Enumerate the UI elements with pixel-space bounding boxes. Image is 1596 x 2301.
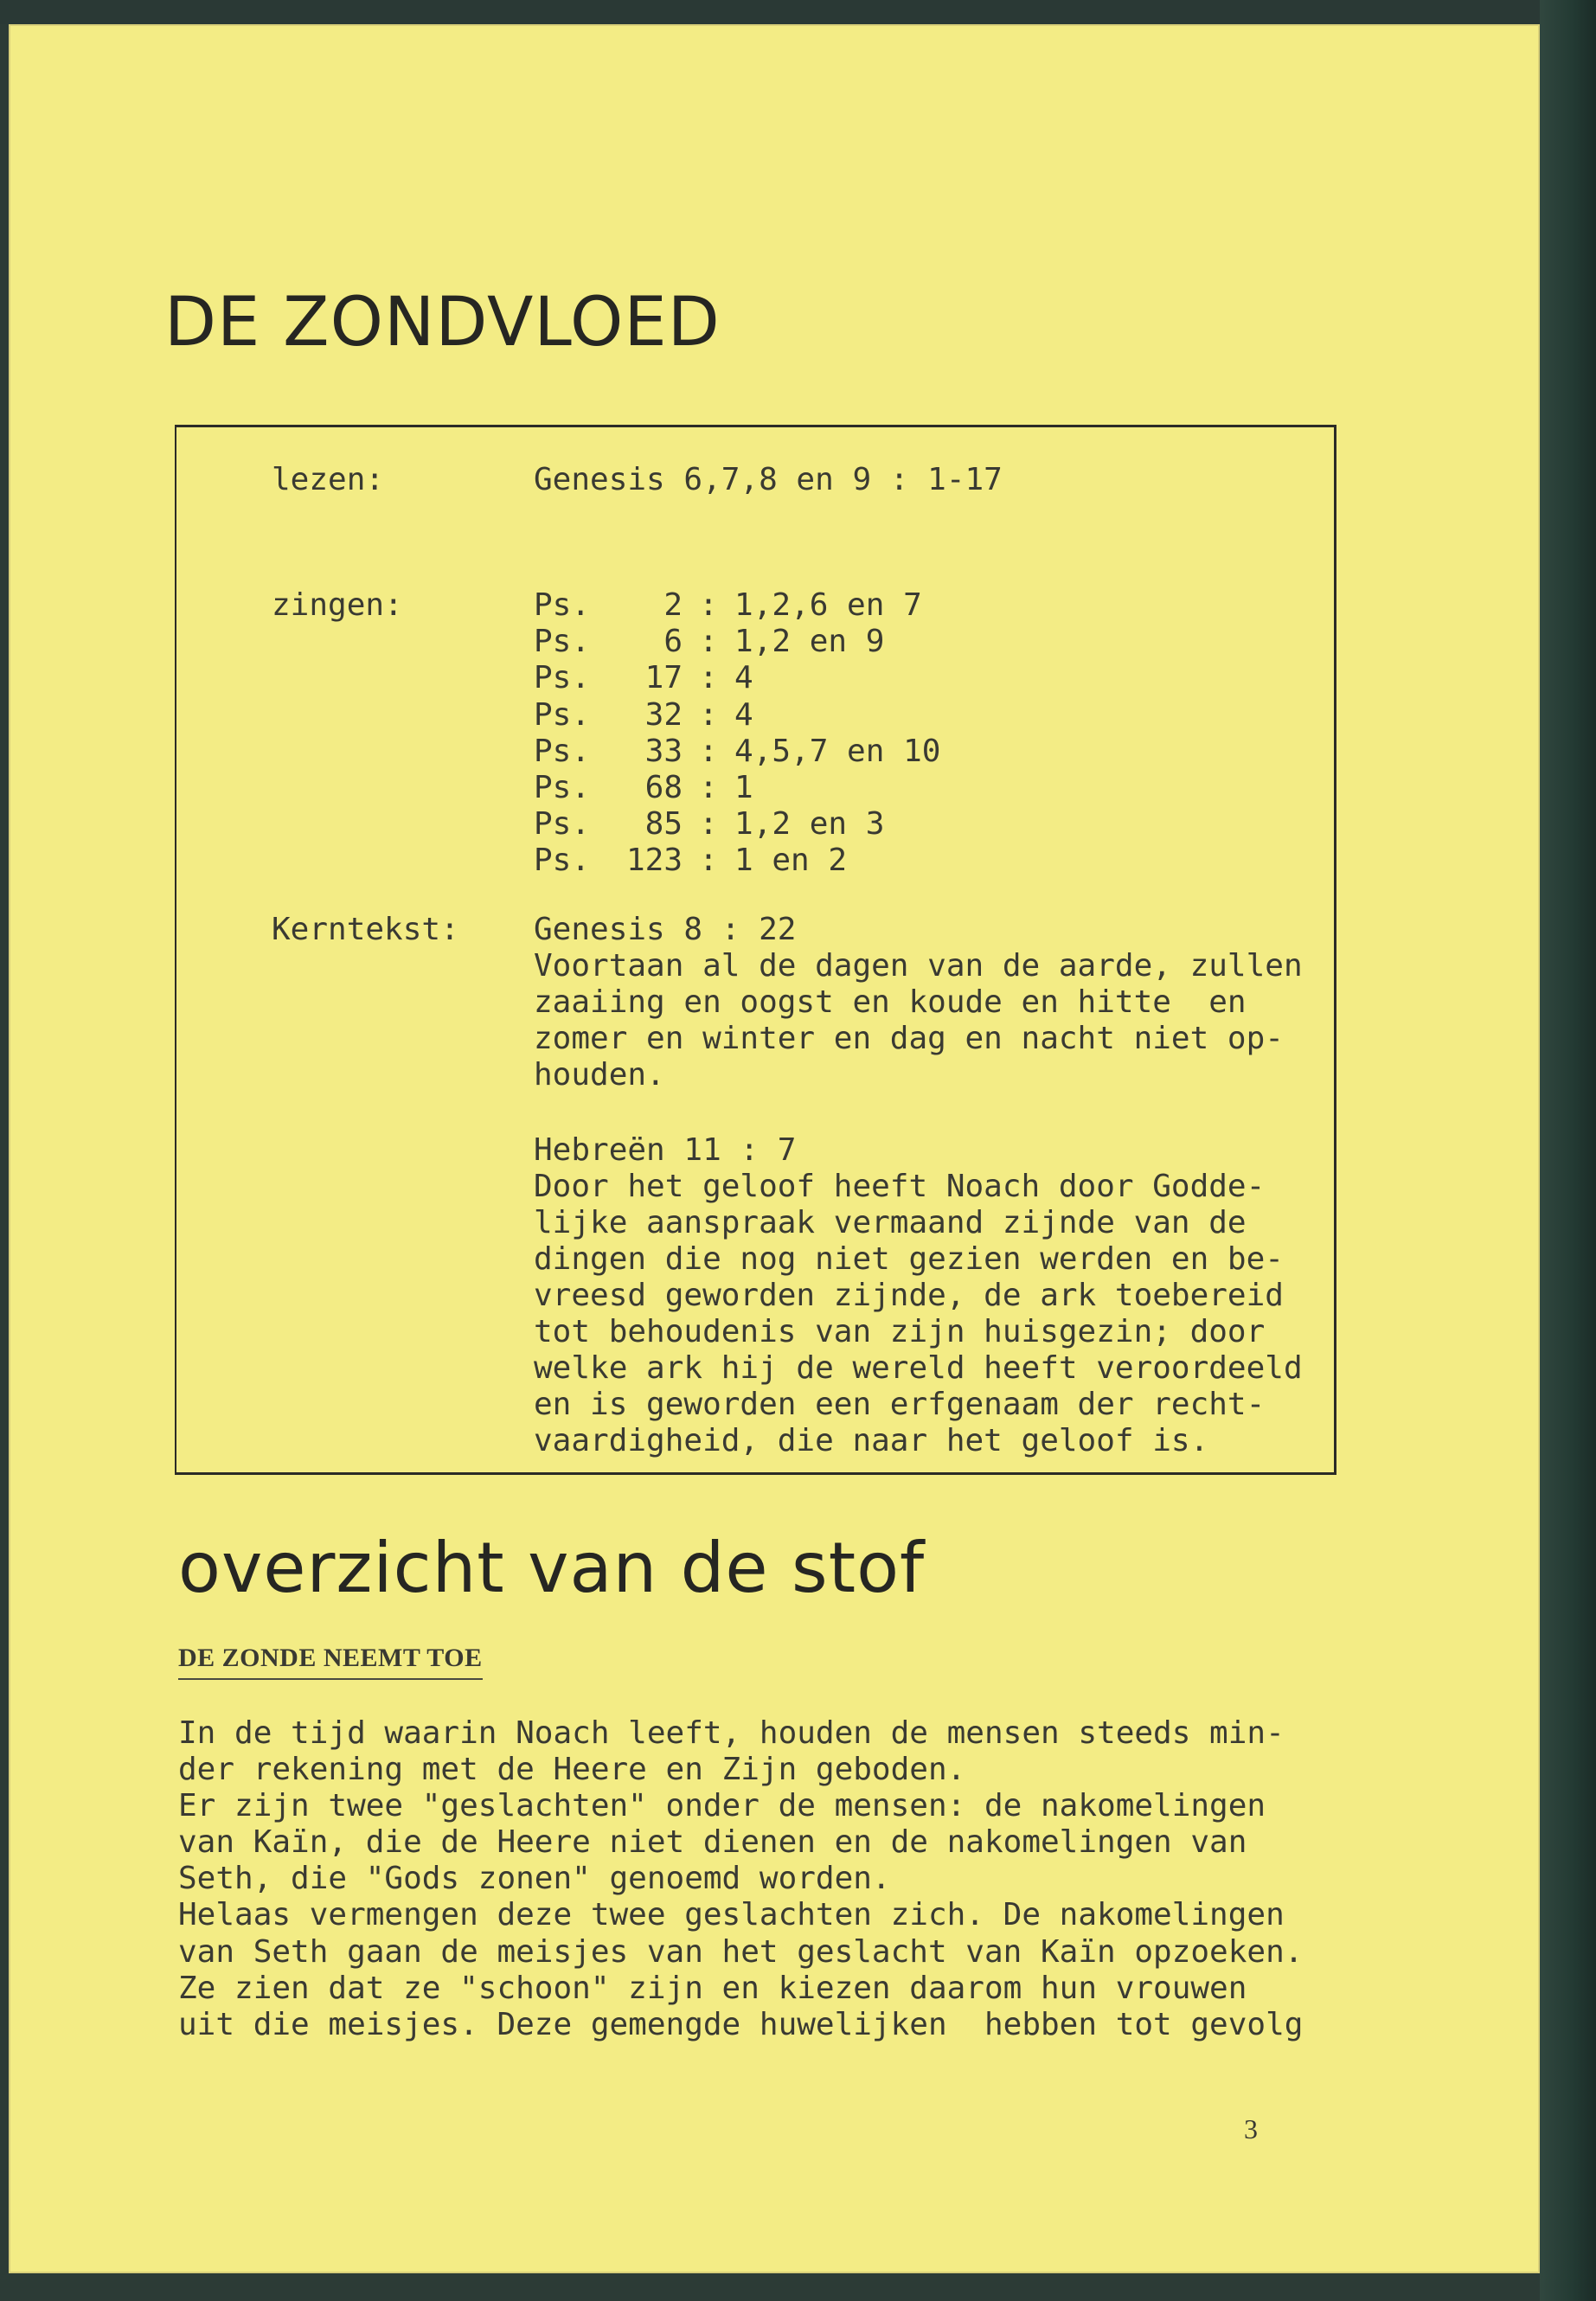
readings-box [175,425,1336,1475]
psalm-item: Ps. 123 : 1 en 2 [534,843,848,879]
lezen-value: Genesis 6,7,8 en 9 : 1-17 [534,462,1003,497]
kerntekst-label: Kerntekst: [272,912,459,947]
zingen-label: zingen: [272,587,403,623]
body-paragraph: In de tijd waarin Noach leeft, houden de mensen steeds min- der rekening met de Heere en Zijn geboden. Er zijn twee "geslachten" onder de mensen: de nakomelingen van Kaïn, die de Heere niet dienen en de nakomelingen van Seth, die "Gods zonen" genoemd worden. Helaas vermengen deze twee geslachten zich. De nakomelingen van Seth gaan de meisjes van het geslacht van Kaïn opzoeken. Ze zien dat ze "schoon" zijn en kiezen daarom hun vrouwen uit die meisjes. Deze gemengde huwelijken hebben tot gevolg [178,1715,1304,2042]
lezen-label: lezen: [272,462,385,497]
genesis-reference: Genesis 8 : 22 [534,912,797,947]
binding-spine [1540,0,1596,2301]
hebreen-quote: Door het geloof heeft Noach door Godde- lijke aanspraak vermaand zijnde van de dingen die nog niet gezien werden en be- vreesd geworden zijnde, de ark toebereid tot behoudenis van zijn huisgezin; door welke ark hij de wereld heeft veroordeeld en is geworden een erfgenaam der recht- vaardigheid, die naar het geloof is. [534,1169,1303,1458]
section-title: overzicht van de stof [178,1528,926,1608]
subheading: DE ZONDE NEEMT TOE [178,1644,483,1680]
psalm-item: Ps. 68 : 1 [534,769,753,805]
page-title: DE ZONDVLOED [164,284,721,362]
hebreen-reference: Hebreën 11 : 7 [534,1132,797,1168]
genesis-quote: Voortaan al de dagen van de aarde, zullen zaaiing en oogst en koude en hitte en zomer en winter en dag en nacht niet op- houden. [534,948,1303,1093]
scan-top-edge [0,0,1596,24]
psalm-item: Ps. 6 : 1,2 en 9 [534,624,885,660]
page-number: 3 [1244,2113,1258,2144]
psalm-item: Ps. 17 : 4 [534,660,753,696]
document-page [9,24,1540,2273]
psalm-list [534,587,940,880]
psalm-item: Ps. 2 : 1,2,6 en 7 [534,587,922,623]
psalm-item: Ps. 32 : 4 [534,696,753,733]
psalm-item: Ps. 33 : 4,5,7 en 10 [534,733,941,769]
psalm-item: Ps. 85 : 1,2 en 3 [534,806,885,843]
